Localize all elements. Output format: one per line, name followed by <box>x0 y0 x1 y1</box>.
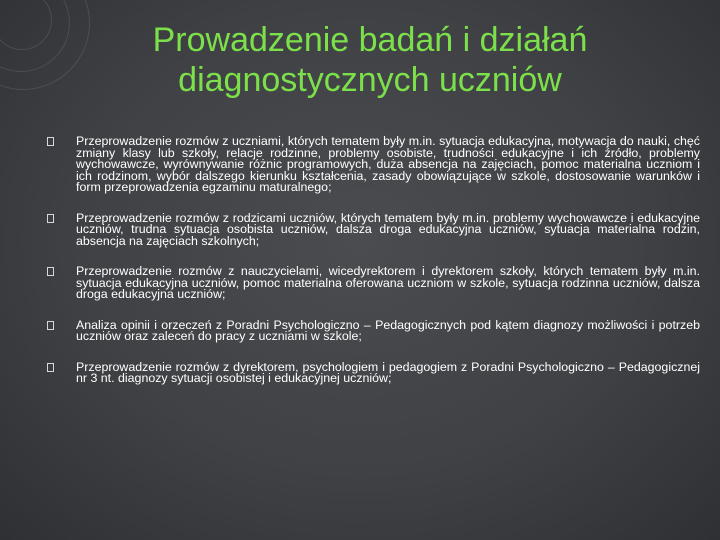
bullet-marker-icon <box>47 321 54 330</box>
bullet-text: Przeprowadzenie rozmów z uczniami, których tematem były m.in. sytuacja edukacyjna, motywacja do nauki, chęć zmiany klasy lub szkoły, relacje rodzinne, problemy osobiste, trudności edukacyjne i ich źródło, problemy wychowawcze, wyrównywanie różnic programowych, duża absencja na zajęciach, pomoc materialna uczniom i ich rodzinom, wybór dalszego kierunku kształcenia, zasady obowiązujące w szkole, dostosowanie warunków i form przeprowadzenia egzaminu maturalnego; <box>76 134 700 194</box>
bullet-item-parent-interviews <box>0 210 720 248</box>
slide-title <box>40 20 700 100</box>
bullet-item-teacher-interviews <box>0 266 720 301</box>
bullet-marker-icon <box>47 363 54 372</box>
bullet-item-clinic-interviews <box>0 359 720 385</box>
bullet-text: Przeprowadzenie rozmów z nauczycielami, wicedyrektorem i dyrektorem szkoły, których tematem były m.in. sytuacja edukacyjna uczniów, pomoc materialna oferowana uczniom w szkole, sytuacja rodzinna uczniów, dalsza droga edukacyjna uczniów; <box>76 264 700 301</box>
slide-title-line-1: Prowadzenie badań i działań <box>152 21 588 59</box>
bullet-text: Przeprowadzenie rozmów z dyrektorem, psychologiem i pedagogiem z Poradni Psychologiczno – Pedagogicznej nr 3 nt. diagnozy sytuacji osobistej i edukacyjnej uczniów; <box>76 359 700 385</box>
bullet-marker-icon <box>47 214 54 223</box>
slide-title-line-2: diagnostycznych uczniów <box>178 61 562 99</box>
bullet-marker-icon <box>47 137 54 146</box>
bullet-list <box>0 136 720 404</box>
bullet-item-opinion-analysis <box>0 317 720 343</box>
bullet-marker-icon <box>47 267 54 276</box>
bullet-text: Przeprowadzenie rozmów z rodzicami uczniów, których tematem były m.in. problemy wychowawcze i edukacyjne uczniów, trudna sytuacja osobista uczniów, dalsza droga edukacyjna uczniów, sytuacja materialna rodzin, absencja na zajęciach szkolnych; <box>76 210 700 248</box>
bullet-text: Analiza opinii i orzeczeń z Poradni Psychologiczno – Pedagogicznych pod kątem diagnozy możliwości i potrzeb uczniów oraz zaleceń do pracy z uczniami w szkole; <box>76 317 700 343</box>
bullet-item-student-interviews <box>0 136 720 194</box>
